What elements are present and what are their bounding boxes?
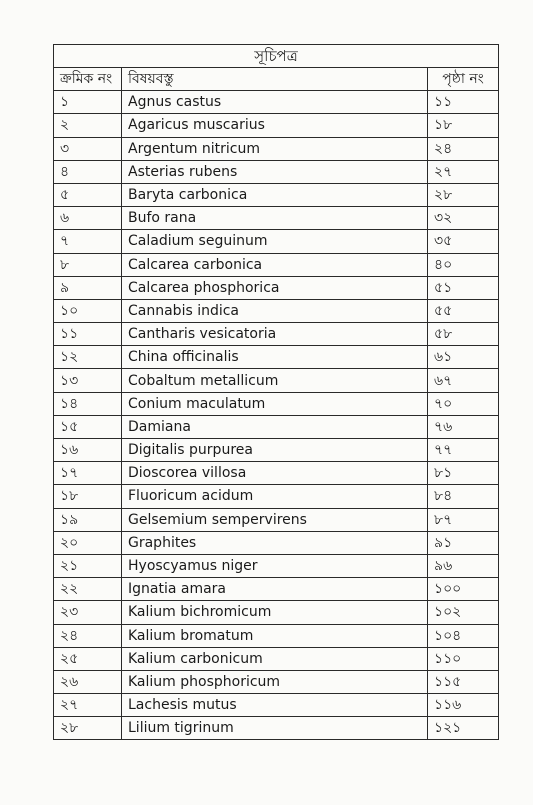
table-row (54, 694, 499, 717)
serial-number: ১৮ (54, 485, 122, 508)
table-row (54, 485, 499, 508)
table-row (54, 160, 499, 183)
page-number: ৭৭ (428, 439, 499, 462)
entry-title: Cobaltum metallicum (122, 369, 428, 392)
table-row (54, 439, 499, 462)
page-number: ২৮ (428, 183, 499, 206)
title-row (54, 45, 499, 68)
serial-number: ১১ (54, 323, 122, 346)
table-row (54, 670, 499, 693)
page-number: ১১০ (428, 647, 499, 670)
contents-table (53, 44, 499, 740)
page-number: ৬১ (428, 346, 499, 369)
serial-number: ১৩ (54, 369, 122, 392)
table-row (54, 717, 499, 740)
page-number: ৩৫ (428, 230, 499, 253)
serial-number: ২৮ (54, 717, 122, 740)
page-number: ৭৬ (428, 415, 499, 438)
table-row (54, 647, 499, 670)
entry-title: Cannabis indica (122, 299, 428, 322)
page-number: ১২১ (428, 717, 499, 740)
entry-title: Asterias rubens (122, 160, 428, 183)
page-number: ২৭ (428, 160, 499, 183)
page-number: ৯৬ (428, 554, 499, 577)
entry-title: Argentum nitricum (122, 137, 428, 160)
entry-title: Kalium carbonicum (122, 647, 428, 670)
serial-number: ৪ (54, 160, 122, 183)
header-row (54, 68, 499, 91)
serial-number: ১৭ (54, 462, 122, 485)
entry-title: Digitalis purpurea (122, 439, 428, 462)
entry-title: Ignatia amara (122, 578, 428, 601)
table-row (54, 114, 499, 137)
page-number: ১০২ (428, 601, 499, 624)
page-number: ৫১ (428, 276, 499, 299)
page-number: ৯১ (428, 531, 499, 554)
table-row (54, 276, 499, 299)
page-number: ৮৪ (428, 485, 499, 508)
entry-title: Lilium tigrinum (122, 717, 428, 740)
table-row (54, 578, 499, 601)
entry-title: Calcarea phosphorica (122, 276, 428, 299)
entry-title: Baryta carbonica (122, 183, 428, 206)
serial-number: ২৪ (54, 624, 122, 647)
table-row (54, 207, 499, 230)
subject-header: বিষয়বস্তু (122, 68, 428, 91)
serial-number: ১৬ (54, 439, 122, 462)
entry-title: Calcarea carbonica (122, 253, 428, 276)
entry-title: Caladium seguinum (122, 230, 428, 253)
table-row (54, 554, 499, 577)
serial-number: ২১ (54, 554, 122, 577)
contents-body (54, 91, 499, 740)
page-number: ১১৫ (428, 670, 499, 693)
serial-number: ২২ (54, 578, 122, 601)
entry-title: Gelsemium sempervirens (122, 508, 428, 531)
table-row (54, 462, 499, 485)
page-header: পৃষ্ঠা নং (428, 68, 499, 91)
page-number: ৫৮ (428, 323, 499, 346)
page-number: ৬৭ (428, 369, 499, 392)
page-number: ৮৭ (428, 508, 499, 531)
page-number: ১০০ (428, 578, 499, 601)
table-row (54, 415, 499, 438)
page-number: ৮১ (428, 462, 499, 485)
entry-title: Agnus castus (122, 91, 428, 114)
serial-number: ১৫ (54, 415, 122, 438)
table-row (54, 601, 499, 624)
table-row (54, 392, 499, 415)
serial-number: ১২ (54, 346, 122, 369)
table-row (54, 323, 499, 346)
table-row (54, 508, 499, 531)
entry-title: Kalium phosphoricum (122, 670, 428, 693)
serial-number: ২ (54, 114, 122, 137)
serial-number: ২০ (54, 531, 122, 554)
page-number: ৭০ (428, 392, 499, 415)
page-number: ১৮ (428, 114, 499, 137)
entry-title: Bufo rana (122, 207, 428, 230)
serial-number: ৯ (54, 276, 122, 299)
serial-number: ২৫ (54, 647, 122, 670)
page-number: ২৪ (428, 137, 499, 160)
page-number: ৩২ (428, 207, 499, 230)
entry-title: China officinalis (122, 346, 428, 369)
table-row (54, 253, 499, 276)
page-number: ১১ (428, 91, 499, 114)
serial-header: ক্রমিক নং (54, 68, 122, 91)
page-number: ১০৪ (428, 624, 499, 647)
serial-number: ১ (54, 91, 122, 114)
table-row (54, 137, 499, 160)
serial-number: ২৩ (54, 601, 122, 624)
table-row (54, 531, 499, 554)
serial-number: ২৬ (54, 670, 122, 693)
entry-title: Graphites (122, 531, 428, 554)
table-row (54, 91, 499, 114)
serial-number: ৫ (54, 183, 122, 206)
entry-title: Fluoricum acidum (122, 485, 428, 508)
entry-title: Damiana (122, 415, 428, 438)
serial-number: ২৭ (54, 694, 122, 717)
table-row (54, 624, 499, 647)
table-row (54, 369, 499, 392)
entry-title: Conium maculatum (122, 392, 428, 415)
page-number: ১১৬ (428, 694, 499, 717)
serial-number: ৬ (54, 207, 122, 230)
serial-number: ৭ (54, 230, 122, 253)
page-number: ৫৫ (428, 299, 499, 322)
entry-title: Kalium bromatum (122, 624, 428, 647)
entry-title: Kalium bichromicum (122, 601, 428, 624)
serial-number: ১০ (54, 299, 122, 322)
entry-title: Cantharis vesicatoria (122, 323, 428, 346)
contents-title: সূচিপত্র (54, 45, 499, 68)
page-number: ৪০ (428, 253, 499, 276)
table-row (54, 299, 499, 322)
table-row (54, 346, 499, 369)
serial-number: ৩ (54, 137, 122, 160)
table-row (54, 230, 499, 253)
serial-number: ১৯ (54, 508, 122, 531)
table-row (54, 183, 499, 206)
entry-title: Dioscorea villosa (122, 462, 428, 485)
serial-number: ১৪ (54, 392, 122, 415)
serial-number: ৮ (54, 253, 122, 276)
entry-title: Hyoscyamus niger (122, 554, 428, 577)
entry-title: Lachesis mutus (122, 694, 428, 717)
entry-title: Agaricus muscarius (122, 114, 428, 137)
